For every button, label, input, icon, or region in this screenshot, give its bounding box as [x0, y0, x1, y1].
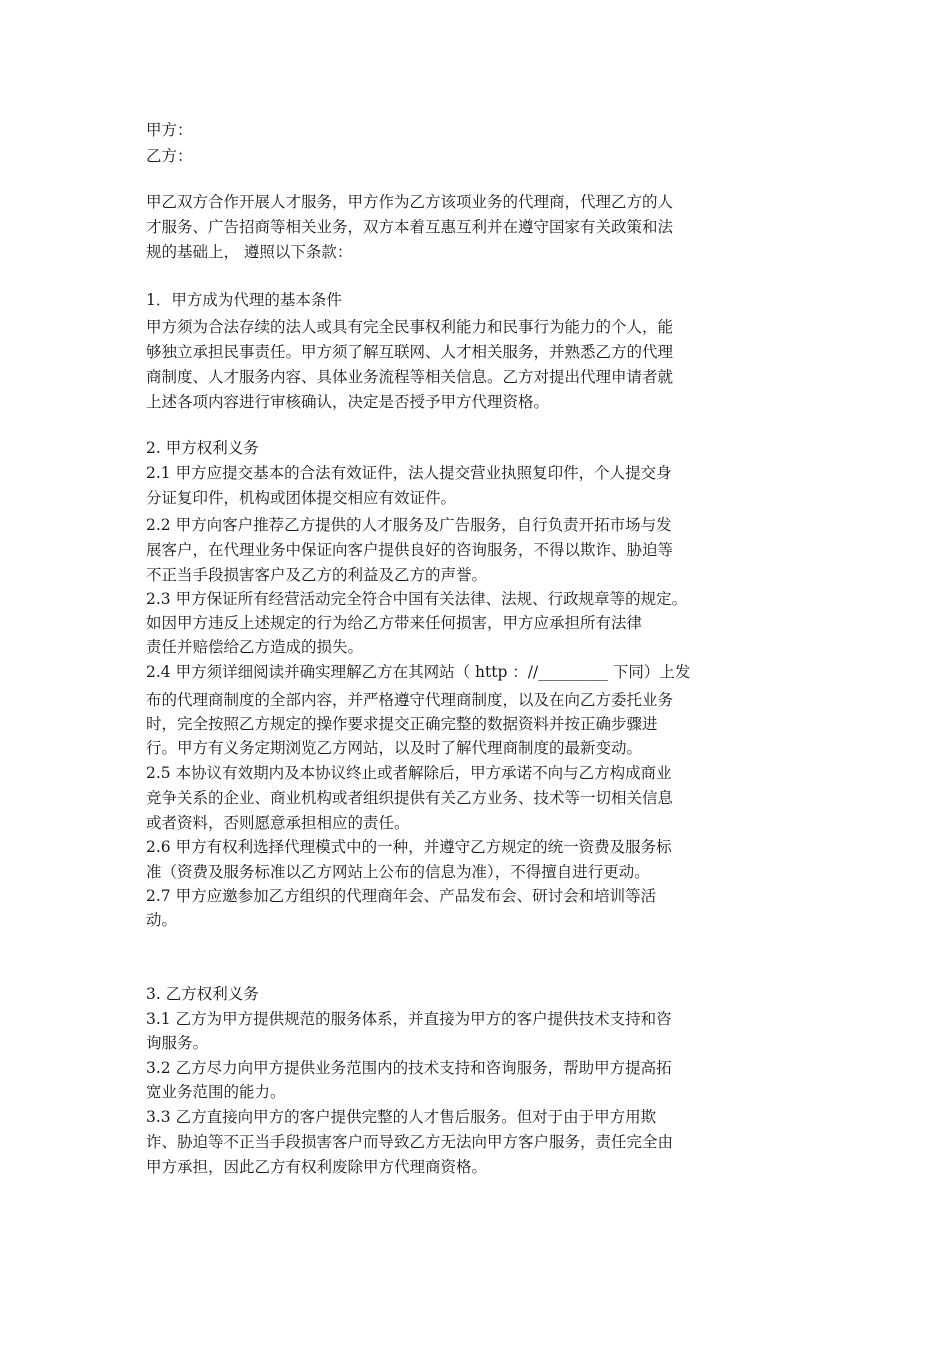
clause-2-3-line: 责任并赔偿给乙方造成的损失。	[146, 638, 364, 656]
intro-line: 才服务、广告招商等相关业务，双方本着互惠互利并在遵守国家有关政策和法	[146, 218, 674, 236]
clause-2-1-line: 分证复印件，机构或团体提交相应有效证件。	[146, 489, 457, 507]
clause-3-3-line: 甲方承担，因此乙方有权利废除甲方代理商资格。	[146, 1158, 488, 1176]
clause-2-2-line: 展客户，在代理业务中保证向客户提供良好的咨询服务，不得以欺诈、胁迫等	[146, 541, 674, 559]
section-1-line: 甲方须为合法存续的法人或具有完全民事权利能力和民事行为能力的个人，能	[146, 318, 674, 336]
party-b-label: 乙方：	[146, 147, 193, 165]
clause-2-7-line: 2.7 甲方应邀参加乙方组织的代理商年会、产品发布会、研讨会和培训等活	[146, 887, 657, 905]
clause-3-2-line: 宽业务范围的能力。	[146, 1083, 286, 1101]
clause-2-5-line: 或者资料，否则愿意承担相应的责任。	[146, 814, 410, 832]
clause-2-7-line: 动。	[146, 911, 178, 929]
clause-2-1-line: 2.1 甲方应提交基本的合法有效证件，法人提交营业执照复印件，个人提交身	[146, 464, 672, 482]
clause-2-4-line: 布的代理商制度的全部内容，并严格遵守代理商制度，以及在向乙方委托业务	[146, 691, 674, 709]
clause-2-3-line: 如因甲方违反上述规定的行为给乙方带来任何损害，甲方应承担所有法律	[146, 614, 643, 632]
clause-3-2-line: 3.2 乙方尽力向甲方提供业务范围内的技术支持和咨询服务，帮助甲方提高拓	[146, 1059, 672, 1077]
clause-3-3-line: 诈、胁迫等不正当手段损害客户而导致乙方无法向甲方客户服务，责任完全由	[146, 1133, 674, 1151]
section-2-heading: 2. 甲方权利义务	[146, 439, 259, 457]
clause-3-3-line: 3.3 乙方直接向甲方的客户提供完整的人才售后服务。但对于由于甲方用欺	[146, 1108, 657, 1126]
clause-2-6-line: 准（资费及服务标准以乙方网站上公布的信息为准），不得擅自进行更动。	[146, 863, 650, 881]
clause-2-5-line: 竞争关系的企业、商业机构或者组织提供有关乙方业务、技术等一切相关信息	[146, 789, 674, 807]
section-1-heading: 1．甲方成为代理的基本条件	[146, 291, 342, 309]
clause-3-1-line: 询服务。	[146, 1034, 209, 1052]
clause-3-1-line: 3.1 乙方为甲方提供规范的服务体系，并直接为甲方的客户提供技术支持和咨	[146, 1010, 672, 1028]
section-1-line: 够独立承担民事责任。甲方须了解互联网、人才相关服务，并熟悉乙方的代理	[146, 343, 674, 361]
intro-line: 规的基础上， 遵照以下条款：	[146, 243, 353, 261]
section-1-line: 商制度、人才服务内容、具体业务流程等相关信息。乙方对提出代理申请者就	[146, 368, 674, 386]
intro-line: 甲乙双方合作开展人才服务，甲方作为乙方该项业务的代理商，代理乙方的人	[146, 193, 674, 211]
party-a-label: 甲方：	[146, 121, 193, 139]
clause-2-4-first-line: 2.4 甲方须详细阅读并确实理解乙方在其网站（ http ：//_________ 下同）上发	[146, 663, 691, 681]
clause-2-3-line: 2.3 甲方保证所有经营活动完全符合中国有关法律、法规、行政规章等的规定。	[146, 590, 688, 608]
clause-2-2-line: 不正当手段损害客户及乙方的利益及乙方的声誉。	[146, 566, 488, 584]
clause-2-2-line: 2.2 甲方向客户推荐乙方提供的人才服务及广告服务，自行负责开拓市场与发	[146, 516, 672, 534]
clause-2-4-line: 时，完全按照乙方规定的操作要求提交正确完整的数据资料并按正确步骤进	[146, 715, 658, 733]
section-1-line: 上述各项内容进行审核确认，决定是否授予甲方代理资格。	[146, 393, 550, 411]
clause-2-5-line: 2.5 本协议有效期内及本协议终止或者解除后，甲方承诺不向与乙方构成商业	[146, 764, 672, 782]
section-3-heading: 3. 乙方权利义务	[146, 985, 259, 1003]
clause-2-4-line: 行。甲方有义务定期浏览乙方网站，以及时了解代理商制度的最新变动。	[146, 739, 643, 757]
clause-2-6-line: 2.6 甲方有权利选择代理模式中的一种，并遵守乙方规定的统一资费及服务标	[146, 838, 672, 856]
